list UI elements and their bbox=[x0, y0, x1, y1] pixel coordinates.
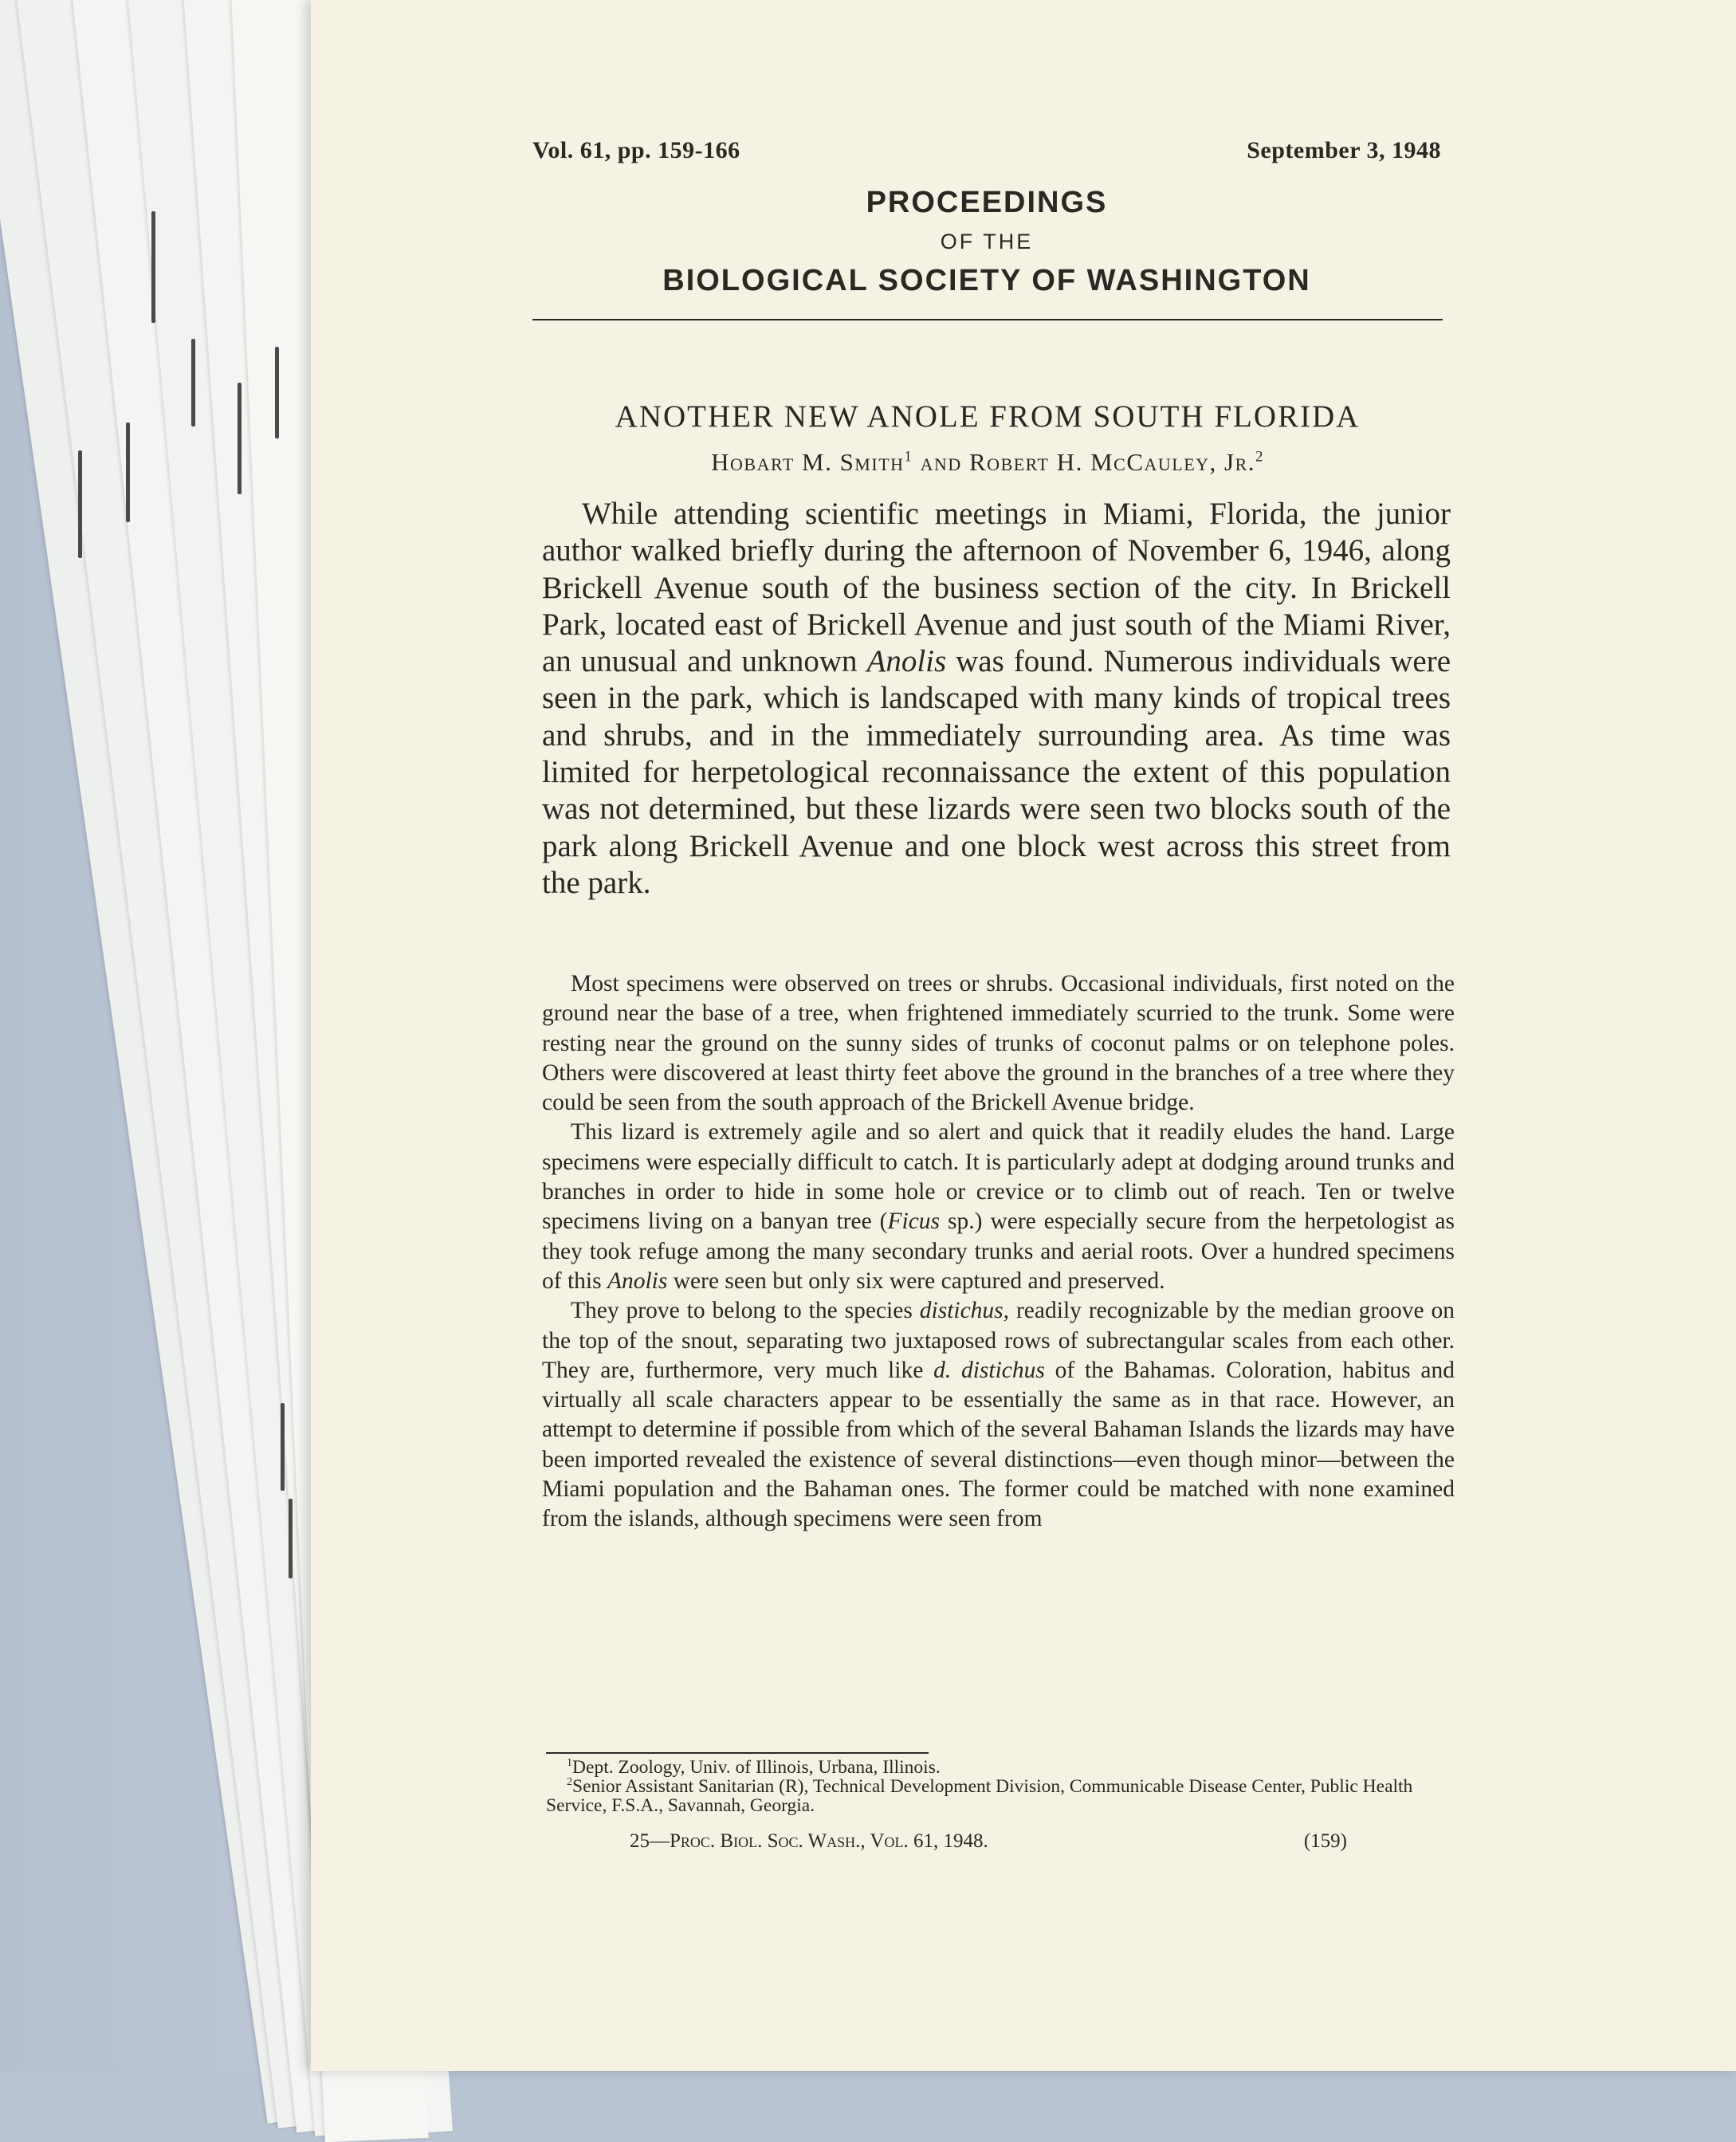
article-number: 25— bbox=[630, 1830, 670, 1852]
lead-paragraph bbox=[542, 496, 1451, 902]
author-1-footnote-mark: 1 bbox=[904, 448, 913, 466]
footnote-1 bbox=[546, 1758, 1455, 1777]
species-name: distichus, bbox=[919, 1298, 1010, 1324]
footnote-1-text: Dept. Zoology, Univ. of Illinois, Urbana, Illinois. bbox=[572, 1757, 941, 1778]
genus-name: Anolis bbox=[866, 644, 947, 679]
article-page bbox=[311, 0, 1736, 2071]
lead-text-2: was found. Numerous individuals were seen in the park, which is landscaped with many kinds of tropical trees and shrubs, and in the immediately surrounding area. As time was limited for herpetological reconnaissance the extent of this population was not determined, but these lizards were seen two blocks south of the park along Brickell Avenue and one block west across this street from the park. bbox=[542, 644, 1451, 900]
staple bbox=[281, 1403, 285, 1491]
volume-pages: Vol. 61, pp. 159-166 bbox=[532, 137, 740, 163]
publication-date: September 3, 1948 bbox=[1247, 137, 1441, 163]
footnote-rule bbox=[546, 1752, 929, 1754]
journal-citation bbox=[630, 1830, 988, 1853]
genus-name: Anolis bbox=[607, 1268, 668, 1294]
staple bbox=[151, 211, 155, 323]
footnote-2-text: Senior Assistant Sanitarian (R), Technical Development Division, Communicable Disease Center, Public Health Service, F.S.A., Savannah, Georgia. bbox=[546, 1776, 1413, 1816]
masthead-line-3: BIOLOGICAL SOCIETY OF WASHINGTON bbox=[662, 264, 1311, 297]
journal-masthead bbox=[532, 182, 1441, 301]
author-2-footnote-mark: 2 bbox=[1255, 448, 1264, 466]
page-header bbox=[532, 137, 1441, 169]
footnote-1-mark: 1 bbox=[567, 1756, 573, 1770]
staple bbox=[191, 339, 195, 426]
subspecies-name: d. distichus bbox=[933, 1357, 1045, 1383]
lead-paragraph-text bbox=[542, 496, 1451, 902]
staple bbox=[289, 1499, 293, 1578]
body-paragraph-1: Most specimens were observed on trees or shrubs. Occasional individuals, first noted on the ground near the base of a tree, when frightened immediately scurried to the trunk. Some were resting near the ground on the sunny sides of trunks of coconut palms or on telephone poles. Others were discovered at least thirty feet above the ground in the branches of a tree where they could be seen from the south approach of the Brickell Avenue bridge. bbox=[542, 971, 1455, 1116]
author-1: Hobart M. Smith bbox=[711, 448, 905, 476]
author-2: Robert H. McCauley, Jr. bbox=[969, 448, 1256, 476]
masthead-line-2: OF THE bbox=[940, 230, 1034, 254]
masthead-rule bbox=[532, 319, 1443, 320]
lead-text-1: While attending scientific meetings in Miami, Florida, the junior author walked briefly during the afternoon of November 6, 1946, along Brickell Avenue south of the business section of the city. In Brickell Park, located east of Brickell Avenue and just south of the Miami River, an unusual and unknown bbox=[542, 497, 1451, 679]
body-p2-text-c: were seen but only six were captured and preserved. bbox=[667, 1268, 1165, 1294]
body-p3-text-a: They prove to belong to the species bbox=[571, 1298, 920, 1324]
genus-name: Ficus bbox=[887, 1209, 941, 1235]
footnote-2-mark: 2 bbox=[567, 1775, 573, 1789]
body-p2-text-b: sp.) were especially secure from the herpetologist as they took refuge among the many secondary trunks and aerial roots. Over a hundred specimens of this bbox=[542, 1209, 1455, 1294]
page-footer bbox=[630, 1830, 1347, 1856]
body-p3-text-c: of the Bahamas. Coloration, habitus and virtually all scale characters appear to be essentially the same as in that race. However, an attempt to determine if possible from which of the several Bahaman Islands the lizards may have been imported revealed the existence of several distinctions—even though minor—between the Miami population and the Bahaman ones. The former could be matched with none examined from the islands, although specimens were seen from bbox=[542, 1357, 1455, 1532]
body-paragraph-2 bbox=[542, 1118, 1455, 1296]
stacked-pages-edge bbox=[0, 0, 335, 2071]
body-text bbox=[542, 969, 1455, 1535]
staple bbox=[78, 450, 82, 558]
staple bbox=[126, 423, 130, 522]
staple bbox=[238, 383, 242, 494]
page-number: (159) bbox=[1303, 1830, 1347, 1852]
footnote-2 bbox=[546, 1777, 1455, 1815]
body-paragraph-3 bbox=[542, 1296, 1455, 1534]
citation-text: Proc. Biol. Soc. Wash., Vol. 61, 1948. bbox=[670, 1830, 988, 1852]
staple bbox=[275, 347, 279, 438]
article-title: ANOTHER NEW ANOLE FROM SOUTH FLORIDA bbox=[615, 399, 1361, 434]
body-p2-text-a: This lizard is extremely agile and so alert and quick that it readily eludes the hand. Large specimens were especially difficult to catch. It is particularly adept at dodging around trunks and branches in order to hide in some hole or crevice or to climb out of reach. Ten or twelve specimens living on a banyan tree ( bbox=[542, 1119, 1455, 1235]
article-authors bbox=[532, 448, 1443, 477]
author-conjunction: and bbox=[920, 448, 962, 476]
masthead-line-1: PROCEEDINGS bbox=[866, 186, 1108, 219]
body-p3-text-b: readily recognizable by the median groove on the top of the snout, separating two juxtaposed rows of subrectangular scales from each other. They are, furthermore, very much like bbox=[542, 1298, 1455, 1383]
footnotes bbox=[546, 1758, 1455, 1815]
